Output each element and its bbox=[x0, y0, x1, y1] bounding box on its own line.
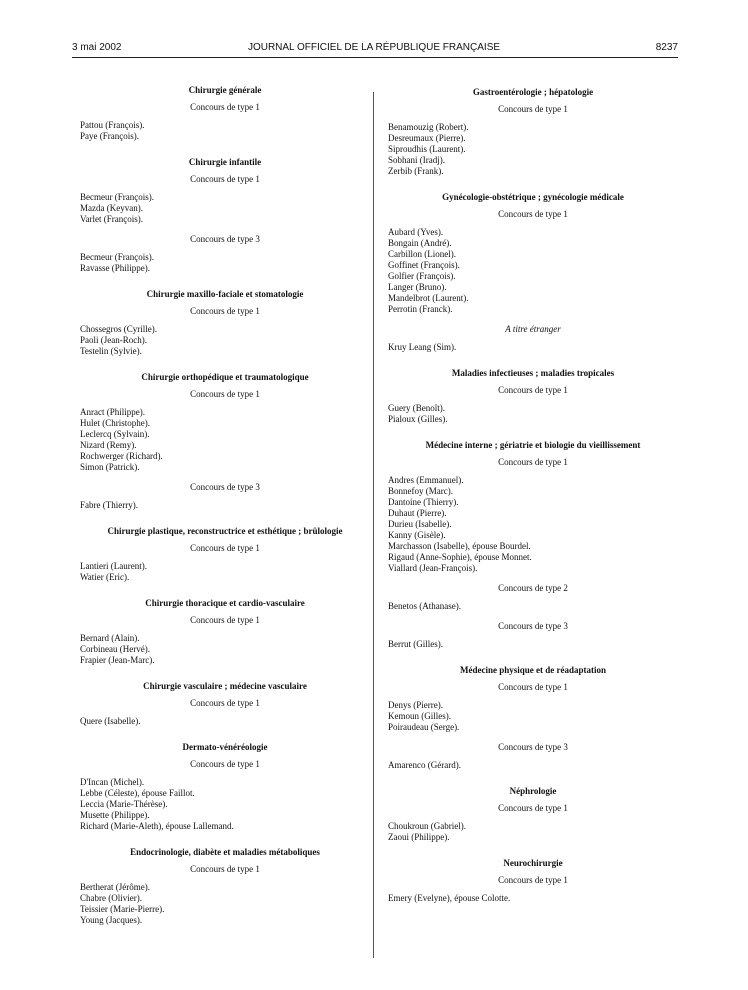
header-date: 3 mai 2002 bbox=[72, 42, 122, 53]
foreign-status-label: A titre étranger bbox=[505, 324, 561, 334]
name-entry: Desreumaux (Pierre). bbox=[388, 133, 466, 143]
name-entry: Teissier (Marie-Pierre). bbox=[80, 904, 165, 914]
concours-label: Concours de type 3 bbox=[190, 234, 260, 244]
section-heading: Gynécologie-obstétrique ; gynécologie médicale bbox=[442, 192, 624, 202]
name-entry: Viallard (Jean-François). bbox=[388, 563, 478, 573]
name-entry: D'Incan (Michel). bbox=[80, 777, 145, 787]
name-entry: Chabre (Olivier). bbox=[80, 893, 142, 903]
section-heading: Chirurgie thoracique et cardio-vasculaire bbox=[145, 598, 305, 608]
name-entry: Goffinet (François). bbox=[388, 260, 460, 270]
name-entry: Simon (Patrick). bbox=[80, 462, 140, 472]
name-entry: Poiraudeau (Serge). bbox=[388, 722, 460, 732]
name-entry: Berrut (Gilles). bbox=[388, 639, 443, 649]
concours-label: Concours de type 1 bbox=[190, 698, 260, 708]
right-column bbox=[388, 87, 678, 904]
name-entry: Bertherat (Jérôme). bbox=[80, 882, 150, 892]
section-heading: Médecine physique et de réadaptation bbox=[460, 665, 606, 675]
name-entry: Amarenco (Gérard). bbox=[388, 760, 461, 770]
name-entry: Frapier (Jean-Marc). bbox=[80, 655, 155, 665]
concours-label: Concours de type 3 bbox=[498, 742, 568, 752]
concours-label: Concours de type 1 bbox=[498, 457, 568, 467]
section-heading: Chirurgie vasculaire ; médecine vasculaire bbox=[143, 681, 307, 691]
name-entry: Nizard (Remy). bbox=[80, 440, 137, 450]
page-number: 8237 bbox=[655, 42, 678, 53]
name-entry: Testelin (Sylvie). bbox=[80, 346, 142, 356]
concours-label: Concours de type 1 bbox=[190, 615, 260, 625]
name-entry: Kemoun (Gilles). bbox=[388, 711, 451, 721]
name-entry: Golfier (François). bbox=[388, 271, 456, 281]
name-entry: Benetos (Athanase). bbox=[388, 601, 461, 611]
name-entry: Duhaut (Pierre). bbox=[388, 508, 447, 518]
name-entry: Ravasse (Philippe). bbox=[80, 263, 150, 273]
name-entry: Pattou (François). bbox=[80, 120, 145, 130]
section-heading: Chirurgie maxillo-faciale et stomatologie bbox=[146, 289, 304, 299]
name-entry: Lantieri (Laurent). bbox=[80, 561, 147, 571]
name-entry: Leclercq (Sylvain). bbox=[80, 429, 150, 439]
name-entry: Bonnefoy (Marc). bbox=[388, 486, 453, 496]
name-entry: Hulet (Christophe). bbox=[80, 418, 150, 428]
journal-title: JOURNAL OFFICIEL DE LA RÉPUBLIQUE FRANÇAISE bbox=[247, 42, 501, 53]
section-heading: Chirurgie générale bbox=[188, 85, 262, 95]
name-entry: Carbillon (Lionel). bbox=[388, 249, 456, 259]
section-heading: Neurochirurgie bbox=[503, 858, 563, 868]
name-entry: Watier (Eric). bbox=[80, 572, 130, 582]
name-entry: Zerbib (Frank). bbox=[388, 166, 444, 176]
name-entry: Bongain (André). bbox=[388, 238, 452, 248]
name-entry: Kruy Leang (Sim). bbox=[388, 342, 457, 352]
section-heading: Dermato-vénéréologie bbox=[182, 742, 268, 752]
concours-label: Concours de type 1 bbox=[190, 102, 260, 112]
concours-label: Concours de type 1 bbox=[190, 864, 260, 874]
section-heading: Chirurgie plastique, reconstructrice et esthétique ; brûlologie bbox=[107, 526, 343, 536]
name-entry: Dantoine (Thierry). bbox=[388, 497, 459, 507]
name-entry: Benamouzig (Robert). bbox=[388, 122, 469, 132]
name-entry: Paoli (Jean-Roch). bbox=[80, 335, 147, 345]
concours-label: Concours de type 1 bbox=[498, 104, 568, 114]
name-entry: Zaoui (Philippe). bbox=[388, 832, 450, 842]
name-entry: Young (Jacques). bbox=[80, 915, 143, 925]
name-entry: Bernard (Alain). bbox=[80, 633, 140, 643]
column-divider bbox=[373, 92, 374, 958]
name-entry: Becmeur (François). bbox=[80, 252, 154, 262]
name-entry: Anract (Philippe). bbox=[80, 407, 145, 417]
name-entry: Varlet (François). bbox=[80, 214, 143, 224]
concours-label: Concours de type 1 bbox=[498, 682, 568, 692]
name-entry: Emery (Evelyne), épouse Colotte. bbox=[388, 893, 511, 903]
name-entry: Denys (Pierre). bbox=[388, 700, 443, 710]
section-heading: Médecine interne ; gériatrie et biologie du vieillissement bbox=[425, 440, 641, 450]
name-entry: Musette (Philippe). bbox=[80, 810, 150, 820]
name-entry: Leccia (Marie-Thérèse). bbox=[80, 799, 168, 809]
name-entry: Kanny (Gisèle). bbox=[388, 530, 446, 540]
name-entry: Pialoux (Gilles). bbox=[388, 414, 448, 424]
name-entry: Perrotin (Franck). bbox=[388, 304, 453, 314]
name-entry: Mandelbrot (Laurent). bbox=[388, 293, 469, 303]
name-entry: Richard (Marie-Aleth), épouse Lallemand. bbox=[80, 821, 234, 831]
concours-label: Concours de type 1 bbox=[190, 174, 260, 184]
concours-label: Concours de type 1 bbox=[498, 209, 568, 219]
name-entry: Quere (Isabelle). bbox=[80, 716, 141, 726]
name-entry: Becmeur (François). bbox=[80, 192, 154, 202]
name-entry: Sobhani (Iradj). bbox=[388, 155, 445, 165]
concours-label: Concours de type 1 bbox=[190, 543, 260, 553]
section-heading: Chirurgie infantile bbox=[188, 157, 262, 167]
name-entry: Durieu (Isabelle). bbox=[388, 519, 452, 529]
left-column bbox=[80, 85, 370, 926]
concours-label: Concours de type 1 bbox=[498, 385, 568, 395]
name-entry: Langer (Bruno). bbox=[388, 282, 447, 292]
name-entry: Chossegros (Cyrille). bbox=[80, 324, 157, 334]
section-heading: Néphrologie bbox=[509, 786, 557, 796]
name-entry: Mazda (Keyvan). bbox=[80, 203, 143, 213]
concours-label: Concours de type 2 bbox=[498, 583, 568, 593]
concours-label: Concours de type 1 bbox=[190, 306, 260, 316]
name-entry: Fabre (Thierry). bbox=[80, 500, 138, 510]
name-entry: Siproudhis (Laurent). bbox=[388, 144, 466, 154]
name-entry: Choukroun (Gabriel). bbox=[388, 821, 466, 831]
section-heading: Chirurgie orthopédique et traumatologique bbox=[141, 372, 309, 382]
name-entry: Paye (François). bbox=[80, 131, 139, 141]
concours-label: Concours de type 3 bbox=[498, 621, 568, 631]
name-entry: Corbineau (Hervé). bbox=[80, 644, 150, 654]
concours-label: Concours de type 3 bbox=[190, 482, 260, 492]
name-entry: Rochwerger (Richard). bbox=[80, 451, 163, 461]
header-rule bbox=[72, 57, 678, 58]
name-entry: Marchasson (Isabelle), épouse Bourdel. bbox=[388, 541, 531, 551]
concours-label: Concours de type 1 bbox=[190, 759, 260, 769]
concours-label: Concours de type 1 bbox=[498, 875, 568, 885]
section-heading: Endocrinologie, diabète et maladies métaboliques bbox=[130, 847, 320, 857]
name-entry: Rigaud (Anne-Sophie), épouse Monnet. bbox=[388, 552, 532, 562]
concours-label: Concours de type 1 bbox=[498, 803, 568, 813]
concours-label: Concours de type 1 bbox=[190, 389, 260, 399]
name-entry: Andres (Emmanuel). bbox=[388, 475, 464, 485]
name-entry: Lebbe (Céleste), épouse Faillot. bbox=[80, 788, 195, 798]
name-entry: Guery (Benoît). bbox=[388, 403, 445, 413]
section-heading: Maladies infectieuses ; maladies tropicales bbox=[451, 368, 615, 378]
name-entry: Aubard (Yves). bbox=[388, 227, 444, 237]
section-heading: Gastroentérologie ; hépatologie bbox=[472, 87, 594, 97]
